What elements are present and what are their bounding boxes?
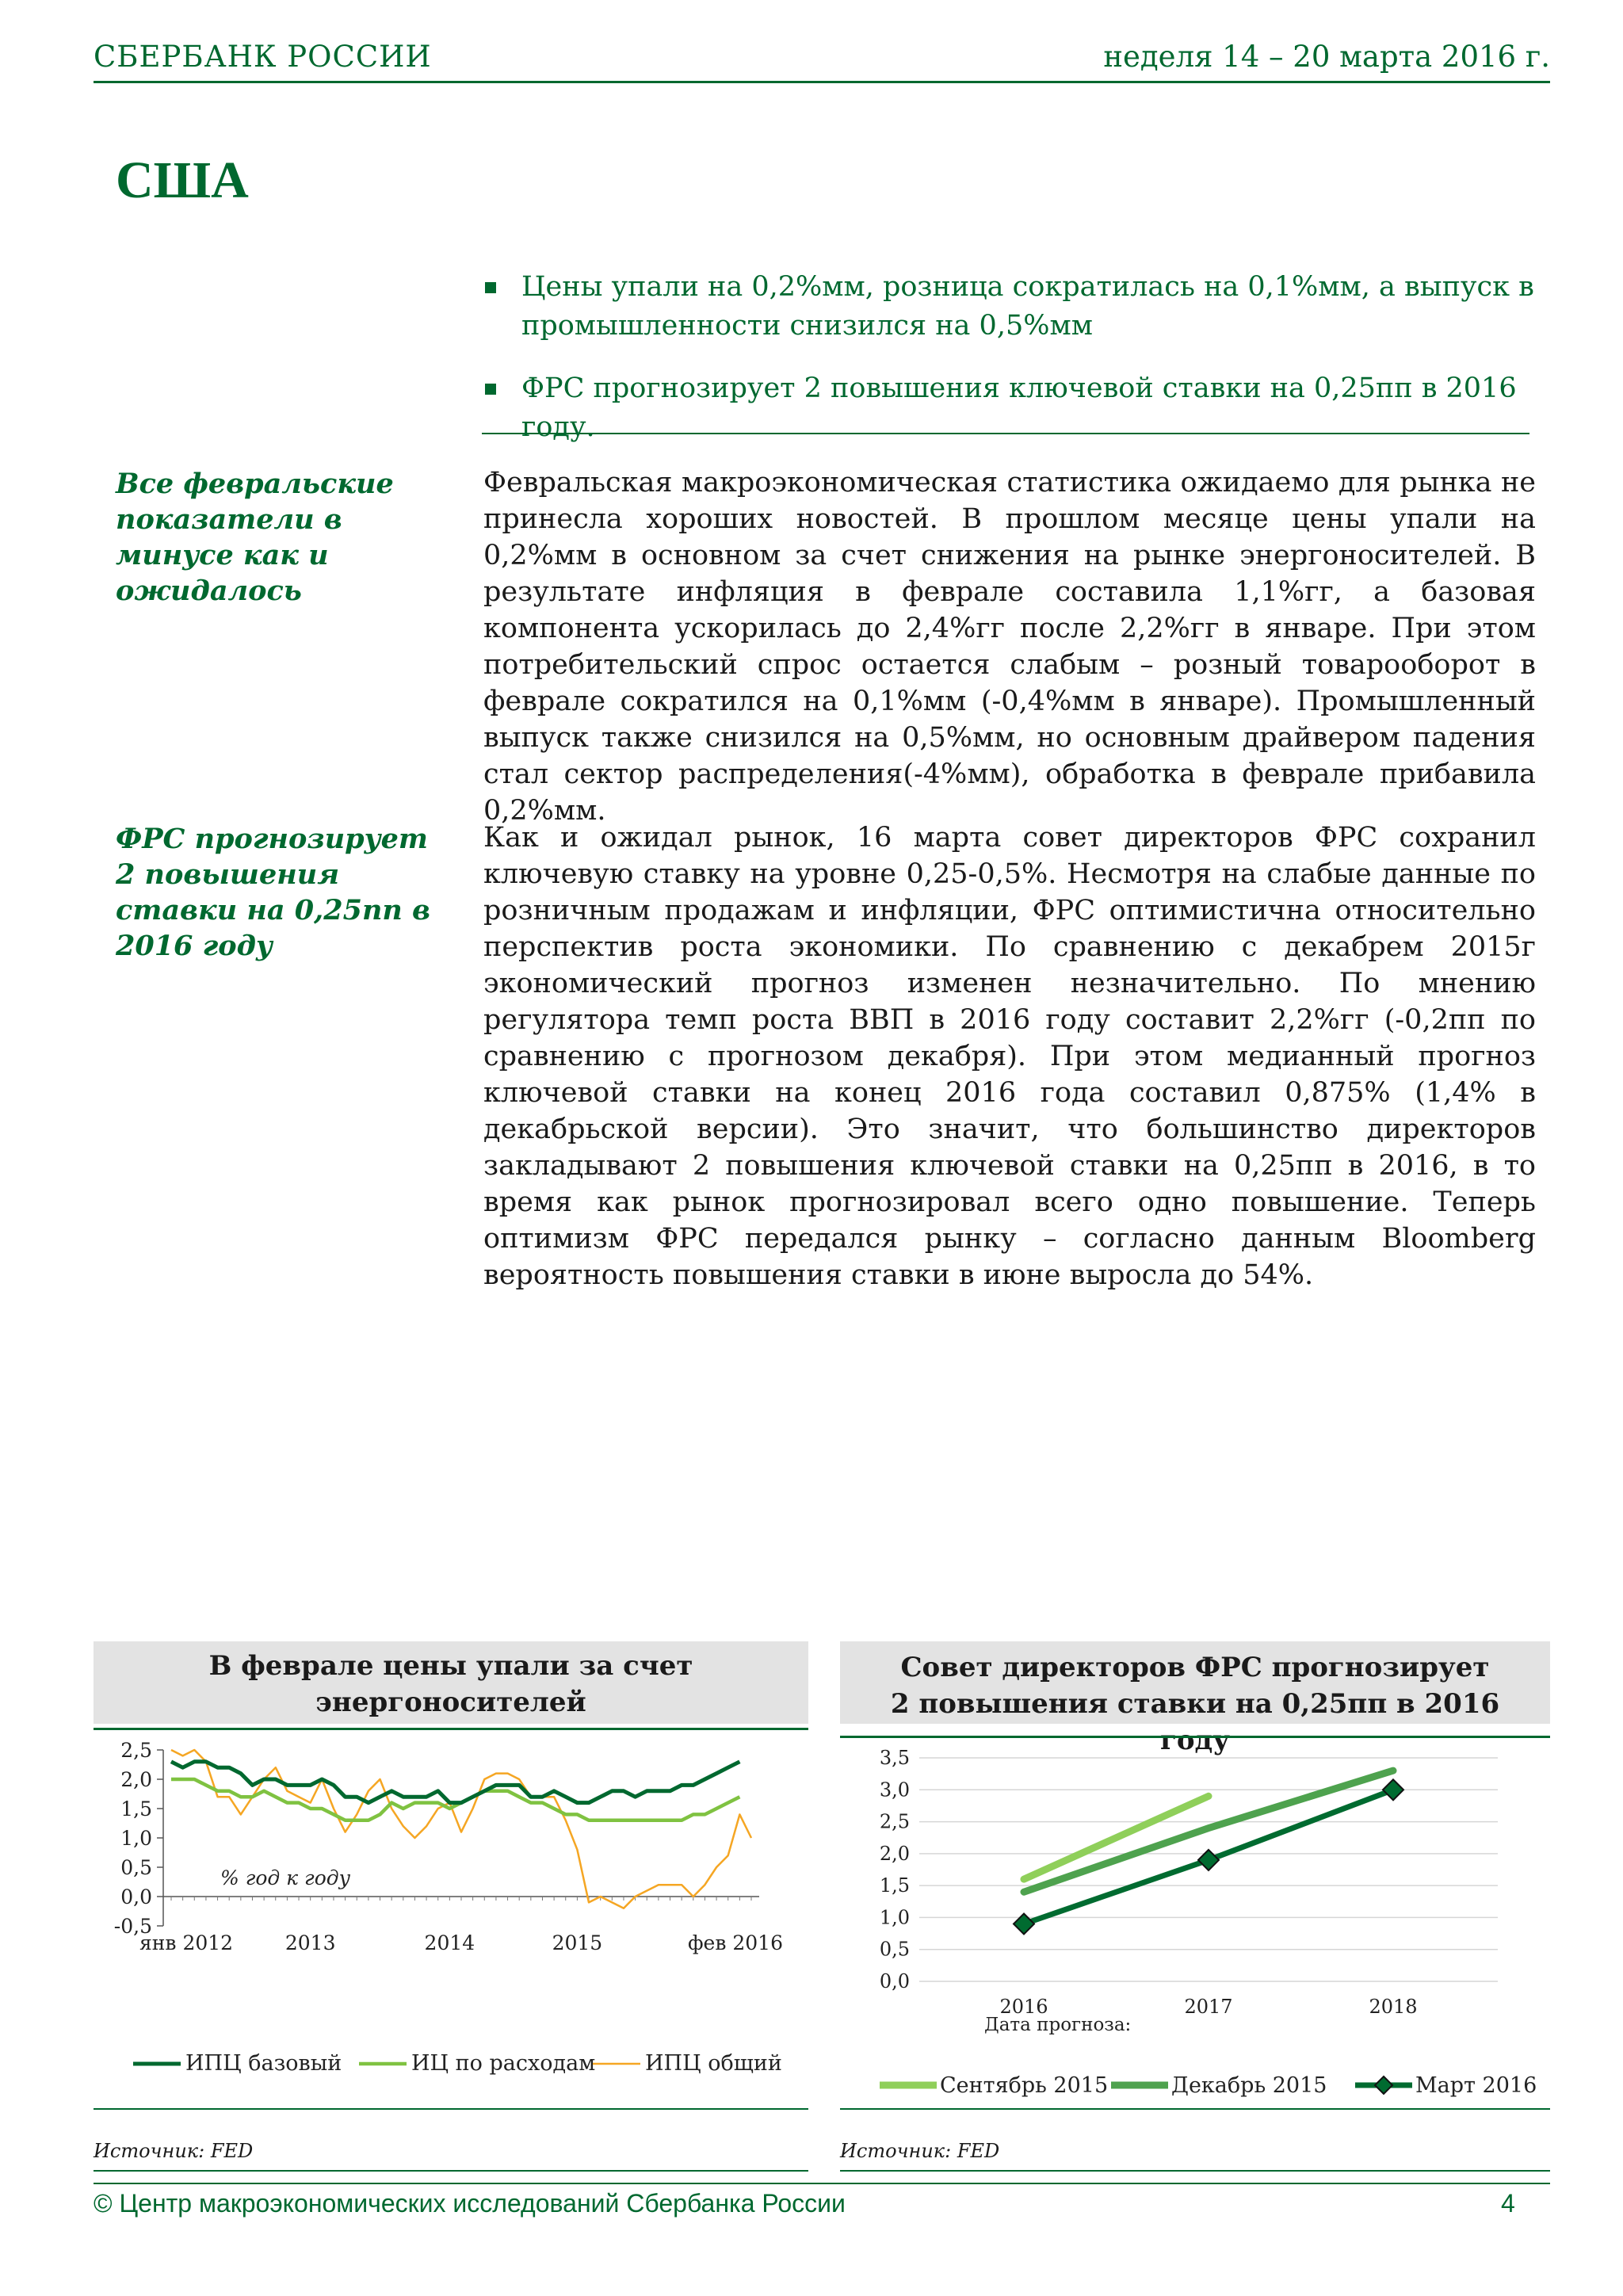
chart1-y-tick-label: -0,5 <box>113 1915 152 1938</box>
chart1-bottom-divider <box>94 2170 808 2172</box>
chart2-legend-label: Декабрь 2015 <box>1171 2073 1327 2098</box>
chart1-source: Источник: FED <box>94 2140 254 2162</box>
chart1-annotation: % год к году <box>220 1866 351 1890</box>
chart1-line-chart <box>94 1736 808 2108</box>
page-number: 4 <box>1501 2189 1515 2218</box>
chart2-source: Источник: FED <box>840 2140 1000 2162</box>
chart2-y-tick-label: 0,5 <box>879 1938 910 1961</box>
chart1-series-line <box>171 1779 739 1820</box>
chart2-x-tick-label: 2017 <box>1184 1996 1233 2018</box>
chart2-bottom-divider <box>840 2170 1550 2172</box>
summary-bullets <box>482 268 1536 471</box>
chart2-y-tick-label: 3,0 <box>879 1778 910 1801</box>
chart1-y-tick-label: 2,5 <box>120 1739 152 1762</box>
chart2-source-divider <box>840 2108 1550 2110</box>
chart1-legend-label: ИПЦ общий <box>645 2051 782 2076</box>
chart1-y-tick-label: 1,0 <box>120 1827 152 1850</box>
chart1-x-tick-label: 2015 <box>552 1931 603 1954</box>
chart2-y-tick-label: 3,5 <box>879 1747 910 1769</box>
bullet-text: Цены упали на 0,2%мм, розница сократилась на 0,1%мм, а выпуск в промышленности снизился на 0,5%мм <box>521 271 1534 342</box>
chart2-divider <box>840 1736 1550 1738</box>
bank-name: СБЕРБАНК РОССИИ <box>94 40 432 74</box>
bullet-square-icon <box>485 282 496 293</box>
footer-copyright: © Центр макроэкономических исследований Сбербанка России <box>94 2189 846 2218</box>
chart2-y-tick-label: 0,0 <box>879 1970 910 1992</box>
chart2-y-tick-label: 2,0 <box>879 1842 910 1865</box>
section-paragraph: Февральская макроэкономическая статистика ожидаемо для рынка не принесла хороших новостей. В прошлом месяце цены упали на 0,2%мм в основном за счет снижения на рынке энергоносителей. В результате инфляция в феврале составила 1,1%гг, а базовая компонента ускорилась до 2,4%гг после 2,2%гг в январе. При этом потребительский спрос остается слабым – розный товарооборот в феврале сократился на 0,1%мм (-0,4%мм в январе). Промышленный выпуск также снизился на 0,5%мм, но основным драйвером падения стал сектор распределения(-4%мм), обработка в феврале прибавила 0,2%мм. <box>483 467 1536 827</box>
chart1-divider <box>94 1728 808 1730</box>
footer-divider <box>94 2183 1550 2184</box>
section-paragraph: Как и ожидал рынок, 16 марта совет директоров ФРС сохранил ключевую ставку на уровне 0,25-0,5%. Несмотря на слабые данные по розничным продажам и инфляции, ФРС оптимистична относительно перспектив роста экономики. По сравнению с декабрем 2015г экономический прогноз изменен незначительно. По мнению регулятора темп роста ВВП в 2016 году составит 2,2%гг (-0,2пп по сравнению с прогнозом декабря). При этом медианный прогноз ключевой ставки на конец 2016 года составил 0,875% (1,4% в декабрьской версии). Это значит, что большинство директоров закладывают 2 повышения ключевой ставки на 0,25пп в 2016, в то время как рынок прогнозировал всего одно повышение. Теперь оптимизм ФРС передался рынку – согласно данным Bloomberg вероятность повышения ставки в июне выросла до 54%. <box>483 822 1536 1291</box>
chart2-legend-label: Март 2016 <box>1415 2073 1537 2098</box>
chart2-diamond-marker <box>1198 1850 1219 1870</box>
header-divider <box>94 81 1550 83</box>
section-sidehead: Все февральские показатели в минусе как и ожидалось <box>116 468 394 607</box>
chart1-x-tick-label: янв 2012 <box>139 1931 234 1954</box>
chart2-legend-diamond <box>1375 2076 1392 2094</box>
page-title: США <box>116 151 249 209</box>
chart2-series-line <box>1024 1771 1393 1892</box>
chart1-source-divider <box>94 2108 808 2110</box>
summary-divider <box>482 433 1529 434</box>
chart2-x-axis-label: Дата прогноза: <box>984 2015 1132 2035</box>
section-sidehead: ФРС прогнозирует 2 повышения ставки на 0,25пп в 2016 году <box>116 823 431 962</box>
chart1-y-tick-label: 0,5 <box>120 1856 152 1879</box>
bullet-square-icon <box>485 384 496 395</box>
chart2-x-tick-label: 2016 <box>999 1996 1048 2018</box>
week-dates: неделя 14 – 20 марта 2016 г. <box>1103 40 1550 74</box>
chart2-y-tick-label: 1,0 <box>879 1906 910 1929</box>
bullet-item <box>482 268 1536 346</box>
chart2-y-tick-label: 2,5 <box>879 1810 910 1833</box>
chart1-x-tick-label: 2013 <box>285 1931 336 1954</box>
chart2-x-tick-label: 2018 <box>1369 1996 1418 2018</box>
chart1-legend-label: ИЦ по расходам <box>411 2051 596 2076</box>
chart1-legend-label: ИПЦ базовый <box>185 2051 342 2076</box>
chart1-y-tick-label: 2,0 <box>120 1768 152 1791</box>
bullet-text: ФРС прогнозирует 2 повышения ключевой ставки на 0,25пп в 2016 году. <box>521 372 1517 443</box>
chart2-line-chart <box>840 1744 1550 2108</box>
chart2-title: Совет директоров ФРС прогнозирует 2 повышения ставки на 0,25пп в 2016 году <box>840 1641 1550 1724</box>
chart1-title: В феврале цены упали за счет энергоносителей <box>94 1641 808 1724</box>
bullet-item <box>482 369 1536 447</box>
chart1-y-tick-label: 0,0 <box>120 1885 152 1908</box>
chart1-y-tick-label: 1,5 <box>120 1797 152 1820</box>
chart2-legend-label: Сентябрь 2015 <box>940 2073 1109 2098</box>
chart2-diamond-marker <box>1383 1779 1403 1800</box>
chart1-x-tick-label: 2014 <box>424 1931 475 1954</box>
chart2-y-tick-label: 1,5 <box>879 1874 910 1897</box>
chart1-x-tick-label: фев 2016 <box>687 1931 783 1954</box>
chart2-diamond-marker <box>1014 1913 1034 1934</box>
